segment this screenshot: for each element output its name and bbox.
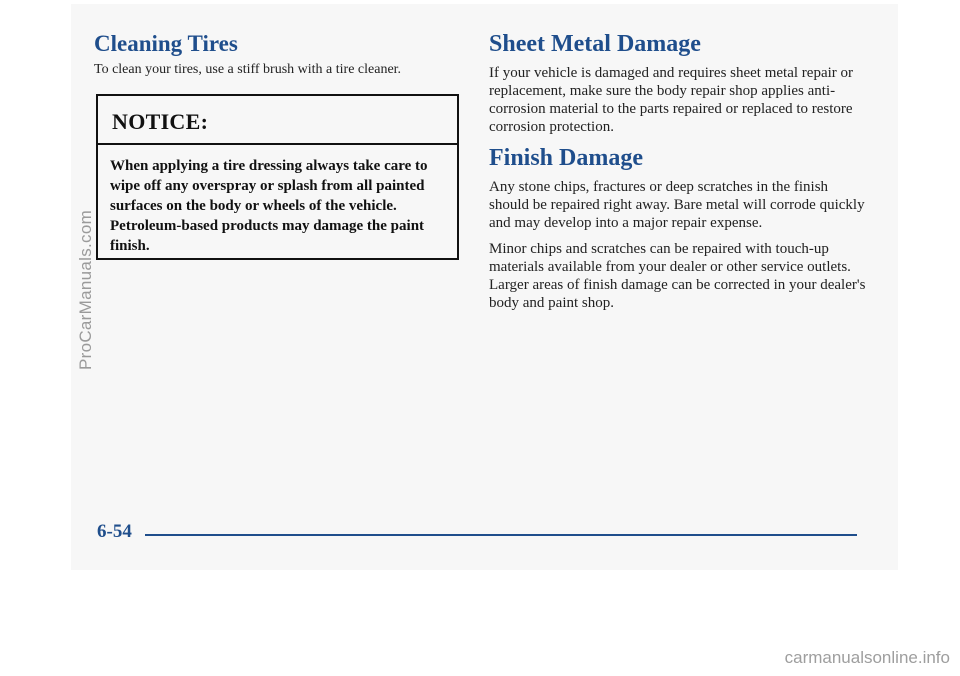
page-number: 6-54 xyxy=(97,521,132,542)
left-column xyxy=(94,30,464,79)
right-column xyxy=(489,30,869,312)
footer-rule xyxy=(145,534,857,536)
notice-title: NOTICE: xyxy=(98,96,457,145)
cleaning-tires-heading: Cleaning Tires xyxy=(94,31,238,56)
side-watermark: ProCarManuals.com xyxy=(76,209,95,370)
finish-damage-paragraph-1: Any stone chips, fractures or deep scratches in the finish should be repaired right away. Bare metal will corrode quickly and may develop into a major repair expense. xyxy=(489,179,865,231)
finish-damage-heading: Finish Damage xyxy=(489,145,644,171)
bottom-watermark: carmanualsonline.info xyxy=(784,648,950,667)
notice-box xyxy=(96,94,459,260)
page-footer xyxy=(97,521,857,543)
cleaning-tires-intro: To clean your tires, use a stiff brush with a tire cleaner. xyxy=(94,62,402,77)
finish-damage-paragraph-2: Minor chips and scratches can be repaired with touch-up materials available from your dealer or other service outlets. Larger areas of finish damage can be corrected in your dealer's body and paint shop. xyxy=(489,241,866,311)
sheet-metal-damage-heading: Sheet Metal Damage xyxy=(489,31,701,57)
notice-text: When applying a tire dressing always take care to wipe off any overspray or splash from all painted surfaces on the body or wheels of the vehicle. Petroleum-based products may damage the paint finish. xyxy=(110,158,428,254)
sheet-metal-damage-paragraph: If your vehicle is damaged and requires sheet metal repair or replacement, make sure the body repair shop applies anti-corrosion material to the parts repaired or replaced to restore corrosion protection. xyxy=(489,65,854,135)
